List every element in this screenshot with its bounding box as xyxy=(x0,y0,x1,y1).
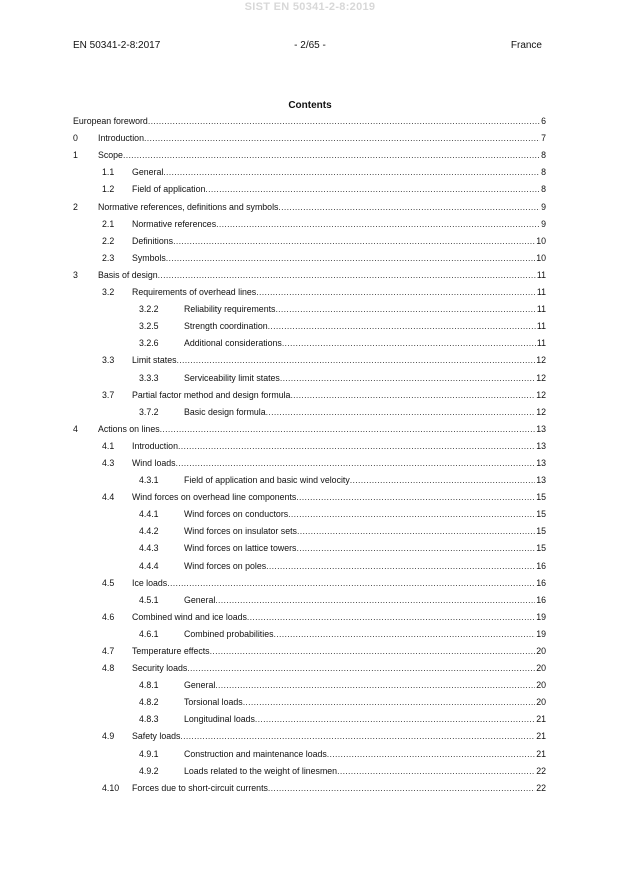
toc-entry-number: 2 xyxy=(73,201,78,212)
toc-entry-title: Definitions xyxy=(132,235,174,246)
toc-entry-number: 4.4.4 xyxy=(139,560,159,571)
toc-entry-title: Introduction xyxy=(132,440,178,451)
toc-entry[interactable] xyxy=(73,760,546,777)
dot-leader xyxy=(290,390,535,401)
toc-title: Contents xyxy=(288,100,332,111)
toc-entry-page: 20 xyxy=(536,697,546,708)
toc-entry[interactable] xyxy=(73,537,546,554)
dot-leader xyxy=(243,697,536,708)
toc-entry-title: Loads related to the weight of linesmen xyxy=(184,765,338,776)
toc-entry-title: Ice loads xyxy=(132,577,168,588)
dot-leader xyxy=(144,133,540,144)
toc-entry-number: 4.3 xyxy=(102,457,115,468)
dot-leader xyxy=(274,629,536,640)
toc-entry[interactable] xyxy=(73,452,546,469)
dot-leader xyxy=(268,783,535,794)
toc-entry-number: 4.8.3 xyxy=(139,714,159,725)
toc-entry-number: 4.9.1 xyxy=(139,748,159,759)
dot-leader xyxy=(166,253,535,264)
toc-entry-title: General xyxy=(184,594,216,605)
toc-entry[interactable] xyxy=(73,725,546,742)
dot-leader xyxy=(350,475,535,486)
dot-leader xyxy=(296,492,535,503)
toc-entry-number: 1.1 xyxy=(102,167,115,178)
dot-leader xyxy=(337,766,535,777)
toc-entry-title: Scope xyxy=(98,150,123,161)
toc-entry-title: Wind forces on poles xyxy=(184,560,267,571)
toc-entry-title: Torsional loads xyxy=(184,697,243,708)
dot-leader xyxy=(288,509,535,520)
dot-leader xyxy=(266,561,535,572)
toc-entry-title: Symbols xyxy=(132,252,166,263)
toc-entry-title: Longitudinal loads xyxy=(184,714,255,725)
toc-entry-title: General xyxy=(184,680,216,691)
dot-leader xyxy=(282,338,536,349)
toc-entry[interactable] xyxy=(73,247,546,264)
dot-leader xyxy=(297,526,535,537)
toc-entry-title: Reliability requirements xyxy=(184,304,276,315)
dot-leader xyxy=(255,714,535,725)
toc-entry[interactable] xyxy=(73,503,546,520)
dot-leader xyxy=(256,287,536,298)
toc-entry-page: 21 xyxy=(536,748,546,759)
toc-entry-title: Introduction xyxy=(98,133,144,144)
toc-entry-number: 1.2 xyxy=(102,184,115,195)
toc-entry-title: European foreword xyxy=(73,116,148,127)
toc-entry-title: Field of application and basic wind velocity xyxy=(184,475,350,486)
dot-leader xyxy=(216,219,540,230)
dot-leader xyxy=(275,304,535,315)
toc-entry-page: 15 xyxy=(536,526,546,537)
toc-entry-page: 19 xyxy=(536,628,546,639)
toc-entry-page: 11 xyxy=(536,338,546,349)
toc-entry[interactable] xyxy=(73,178,546,195)
toc-entry-number: 4.6.1 xyxy=(139,628,159,639)
toc-entry-page: 15 xyxy=(536,509,546,520)
dot-leader xyxy=(178,441,535,452)
toc-entry[interactable] xyxy=(73,298,546,315)
toc-entry[interactable] xyxy=(73,589,546,606)
dot-leader xyxy=(180,731,535,742)
toc-entry-page: 12 xyxy=(536,372,546,383)
dot-leader xyxy=(187,663,535,674)
toc-entry-page: 8 xyxy=(541,167,546,178)
toc-entry-title: Limit states xyxy=(132,355,177,366)
toc-entry-number: 4.4 xyxy=(102,492,115,503)
watermark: SIST EN 50341-2-8:2019 xyxy=(244,1,376,13)
toc-entry[interactable] xyxy=(73,110,546,127)
toc-entry[interactable] xyxy=(73,384,546,401)
toc-entry-page: 12 xyxy=(536,406,546,417)
toc-entry[interactable] xyxy=(73,777,546,794)
toc-entry[interactable] xyxy=(73,213,546,230)
toc-entry[interactable] xyxy=(73,161,546,178)
dot-leader xyxy=(148,116,540,127)
toc-entry-number: 3.7.2 xyxy=(139,406,159,417)
toc-entry-number: 4.9 xyxy=(102,731,115,742)
toc-entry-page: 7 xyxy=(541,133,546,144)
toc-entry-page: 11 xyxy=(536,287,546,298)
toc-entry[interactable] xyxy=(73,264,546,281)
toc-entry-number: 4.4.2 xyxy=(139,526,159,537)
toc-entry-title: Construction and maintenance loads xyxy=(184,748,327,759)
toc-entry-page: 20 xyxy=(536,646,546,656)
toc-entry-title: Safety loads xyxy=(132,731,181,742)
toc-entry-title: Forces due to short-circuit currents xyxy=(132,782,268,793)
dot-leader xyxy=(247,612,535,623)
toc-entry-number: 2.1 xyxy=(102,218,115,229)
toc-entry-page: 16 xyxy=(536,560,546,571)
toc-entry-number: 4.5.1 xyxy=(139,594,159,605)
toc-entry-number: 3.3.3 xyxy=(139,372,159,383)
toc-entry[interactable] xyxy=(73,691,546,708)
toc-entry-title: Wind forces on lattice towers xyxy=(184,543,297,554)
dot-leader xyxy=(205,184,540,195)
toc-entry-number: 3.2.5 xyxy=(139,321,159,332)
toc-entry[interactable] xyxy=(73,572,546,589)
toc-entry[interactable] xyxy=(73,435,546,452)
toc-entry-number: 4.8.2 xyxy=(139,697,159,708)
toc-entry[interactable] xyxy=(73,332,546,349)
toc-entry[interactable] xyxy=(73,127,546,144)
dot-leader xyxy=(177,355,536,366)
toc-entry-number: 4.10 xyxy=(102,782,120,793)
toc-entry-title: Field of application xyxy=(132,184,206,195)
toc-entry[interactable] xyxy=(73,742,546,759)
toc-entry-page: 15 xyxy=(536,543,546,554)
toc-entry-title: Actions on lines xyxy=(98,423,160,434)
toc-entry[interactable] xyxy=(73,640,546,657)
toc-entry-number: 3.2.6 xyxy=(139,338,159,349)
toc-entry-page: 22 xyxy=(536,765,546,776)
dot-leader xyxy=(173,236,535,247)
toc-entry-title: Partial factor method and design formula xyxy=(132,389,291,400)
toc-entry-page: 15 xyxy=(536,492,546,503)
toc-entry-title: Wind forces on overhead line components xyxy=(132,492,297,503)
table-of-contents xyxy=(73,110,546,794)
toc-entry[interactable] xyxy=(73,623,546,640)
toc-entry-number: 4.9.2 xyxy=(139,765,159,776)
toc-entry[interactable] xyxy=(73,469,546,486)
toc-entry[interactable] xyxy=(73,657,546,674)
toc-entry[interactable] xyxy=(73,144,546,161)
dot-leader xyxy=(158,270,536,281)
toc-entry-number: 2.2 xyxy=(102,235,115,246)
toc-entry-page: 10 xyxy=(536,235,546,246)
toc-entry-number: 3.7 xyxy=(102,389,115,400)
toc-entry-page: 13 xyxy=(536,457,546,468)
toc-entry-page: 8 xyxy=(541,150,546,161)
toc-entry-title: Basis of design xyxy=(98,269,158,280)
toc-entry-page: 13 xyxy=(536,423,546,434)
dot-leader xyxy=(268,321,536,332)
toc-entry[interactable] xyxy=(73,281,546,298)
dot-leader xyxy=(176,458,536,469)
toc-entry[interactable] xyxy=(73,674,546,691)
toc-entry[interactable] xyxy=(73,708,546,725)
toc-entry-number: 4 xyxy=(73,423,78,434)
toc-entry-number: 4.6 xyxy=(102,611,115,622)
toc-entry-title: General xyxy=(132,167,164,178)
toc-entry-page: 20 xyxy=(536,663,546,674)
toc-entry-page: 20 xyxy=(536,680,546,691)
toc-entry-page: 22 xyxy=(536,782,546,793)
toc-entry-number: 0 xyxy=(73,133,78,144)
toc-entry-page: 13 xyxy=(536,475,546,486)
toc-entry-number: 4.1 xyxy=(102,440,115,451)
toc-entry-page: 11 xyxy=(536,269,546,280)
dot-leader xyxy=(215,595,535,606)
toc-entry-number: 4.4.1 xyxy=(139,509,159,520)
toc-entry-page: 11 xyxy=(536,321,546,332)
toc-entry-number: 3.2.2 xyxy=(139,304,159,315)
dot-leader xyxy=(296,543,535,554)
toc-entry-title: Wind loads xyxy=(132,457,176,468)
toc-entry-title: Basic design formula xyxy=(184,406,266,417)
toc-entry[interactable] xyxy=(73,315,546,332)
toc-entry-number: 4.4.3 xyxy=(139,543,159,554)
dot-leader xyxy=(123,150,540,161)
dot-leader xyxy=(266,407,536,418)
toc-entry-number: 4.3.1 xyxy=(139,475,159,486)
toc-entry[interactable] xyxy=(73,418,546,435)
toc-entry[interactable] xyxy=(73,554,546,571)
dot-leader xyxy=(210,646,536,657)
toc-entry-number: 2.3 xyxy=(102,252,115,263)
dot-leader xyxy=(163,167,540,178)
toc-entry[interactable] xyxy=(73,520,546,537)
toc-entry-number: 3.3 xyxy=(102,355,115,366)
toc-entry-page: 8 xyxy=(541,184,546,195)
dot-leader xyxy=(278,202,540,213)
toc-entry-number: 4.5 xyxy=(102,577,115,588)
toc-entry[interactable] xyxy=(73,195,546,212)
toc-entry[interactable] xyxy=(73,349,546,366)
header-page-number: - 2/65 - xyxy=(294,40,326,51)
toc-entry-title: Serviceability limit states xyxy=(184,372,280,383)
toc-entry-page: 21 xyxy=(536,731,546,742)
toc-entry-page: 16 xyxy=(536,594,546,605)
toc-entry-number: 3 xyxy=(73,269,78,280)
toc-entry-page: 13 xyxy=(536,440,546,451)
toc-entry-page: 6 xyxy=(541,116,546,127)
toc-entry[interactable] xyxy=(73,606,546,623)
toc-entry-title: Combined wind and ice loads xyxy=(132,611,247,622)
toc-entry-title: Wind forces on conductors xyxy=(184,509,289,520)
toc-entry-page: 10 xyxy=(536,252,546,263)
toc-entry[interactable] xyxy=(73,401,546,418)
toc-entry-title: Combined probabilities xyxy=(184,628,274,639)
header-standard-id: EN 50341-2-8:2017 xyxy=(73,40,161,51)
dot-leader xyxy=(327,749,535,760)
toc-entry-title: Temperature effects xyxy=(132,646,210,656)
toc-entry[interactable] xyxy=(73,230,546,247)
dot-leader xyxy=(160,424,536,435)
dot-leader xyxy=(215,680,535,691)
toc-entry-page: 16 xyxy=(536,577,546,588)
toc-entry-number: 1 xyxy=(73,150,78,161)
toc-entry-title: Strength coordination xyxy=(184,321,268,332)
toc-entry-title: Requirements of overhead lines xyxy=(132,287,257,298)
toc-entry-title: Additional considerations xyxy=(184,338,282,349)
toc-entry-title: Wind forces on insulator sets xyxy=(184,526,297,537)
toc-entry-page: 9 xyxy=(541,201,546,212)
toc-entry-title: Normative references xyxy=(132,218,217,229)
toc-entry-page: 19 xyxy=(536,611,546,622)
toc-entry-number: 3.2 xyxy=(102,287,115,298)
toc-entry-page: 9 xyxy=(541,218,546,229)
header-country: France xyxy=(510,40,542,51)
toc-entry-number: 4.8 xyxy=(102,663,115,674)
toc-entry-number: 4.8.1 xyxy=(139,680,159,691)
toc-entry-title: Security loads xyxy=(132,663,188,674)
dot-leader xyxy=(167,578,535,589)
toc-entry-page: 12 xyxy=(536,355,546,366)
dot-leader xyxy=(280,373,535,384)
toc-entry-title: Normative references, definitions and symbols xyxy=(98,201,279,212)
toc-entry[interactable] xyxy=(73,486,546,503)
toc-entry-page: 12 xyxy=(536,389,546,400)
toc-entry-page: 21 xyxy=(536,714,546,725)
toc-entry-number: 4.7 xyxy=(102,646,115,656)
toc-entry[interactable] xyxy=(73,366,546,383)
toc-entry-page: 11 xyxy=(536,304,546,315)
